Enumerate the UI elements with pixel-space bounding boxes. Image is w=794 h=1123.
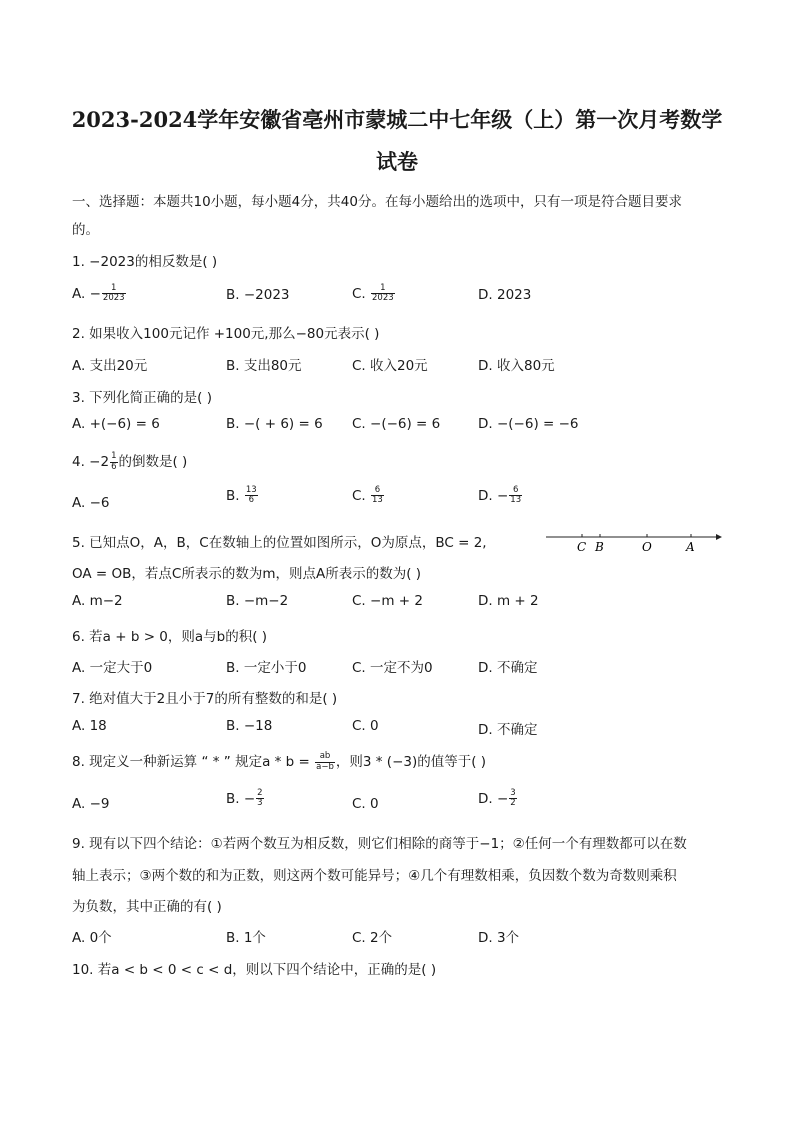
question-7-stem: 7. 绝对值大于2且小于7的所有整数的和是( ) bbox=[72, 691, 338, 707]
question-1-option-c bbox=[352, 284, 396, 304]
question-4-stem bbox=[72, 450, 187, 472]
option-label: B. − bbox=[226, 790, 256, 807]
question-1-option-b: B. −2023 bbox=[226, 287, 290, 303]
fraction bbox=[256, 789, 263, 809]
question-4-option-b bbox=[226, 486, 259, 506]
denominator: a−b bbox=[316, 761, 334, 772]
numerator: 2 bbox=[257, 788, 263, 798]
question-5-stem-line2: OA = OB，若点C所表示的数为m，则点A所表示的数为( ) bbox=[72, 566, 422, 582]
fraction bbox=[371, 486, 384, 506]
option-label: D. − bbox=[478, 487, 509, 504]
section-instructions-line2: 的。 bbox=[72, 222, 99, 238]
question-4-option-c bbox=[352, 486, 385, 506]
numerator: 1 bbox=[102, 284, 126, 294]
minus-sign: − bbox=[89, 285, 101, 302]
denominator: 2 bbox=[510, 798, 516, 809]
stem-prefix: 8. 现定义一种新运算 “ * ” 规定a * b = bbox=[72, 754, 315, 770]
question-9-option-d: D. 3个 bbox=[478, 930, 520, 946]
fraction bbox=[110, 452, 117, 472]
question-9-stem-line2: 轴上表示；③两个数的和为正数，则这两个数可能异号；④几个有理数相乘，负因数个数为奇数则乘积 bbox=[72, 868, 677, 884]
fraction bbox=[315, 752, 335, 772]
question-5-option-d: D. m + 2 bbox=[478, 593, 539, 609]
question-3-stem: 3. 下列化简正确的是( ) bbox=[72, 390, 212, 406]
denominator: 6 bbox=[248, 495, 254, 506]
question-4-option-d bbox=[478, 486, 523, 506]
stem-suffix: 的倒数是( ) bbox=[118, 454, 188, 470]
numerator: 6 bbox=[371, 486, 384, 496]
option-label: A. bbox=[72, 285, 90, 302]
question-10-stem: 10. 若a < b < 0 < c < d，则以下四个结论中，正确的是( ) bbox=[72, 962, 437, 978]
question-9-stem-line1: 9. 现有以下四个结论：①若两个数互为相反数，则它们相除的商等于−1；②任何一个有理数都可以在数 bbox=[72, 836, 687, 852]
number-line-figure bbox=[544, 531, 724, 555]
exam-title-line1: 2023-2024学年安徽省亳州市蒙城二中七年级（上）第一次月考数学 bbox=[71, 107, 723, 132]
number-line-arrow-icon bbox=[716, 534, 722, 540]
question-8-option-d bbox=[478, 789, 518, 809]
denominator: 2023 bbox=[372, 293, 394, 304]
question-2-option-d: D. 收入80元 bbox=[478, 358, 555, 374]
question-3-option-a: A. +(−6) = 6 bbox=[72, 416, 160, 432]
denominator: 3 bbox=[257, 798, 263, 809]
question-5-option-b: B. −m−2 bbox=[226, 593, 289, 609]
fraction bbox=[509, 789, 516, 809]
question-6-option-b: B. 一定小于0 bbox=[226, 660, 307, 676]
numerator: 1 bbox=[371, 284, 395, 294]
denominator: 2023 bbox=[102, 293, 125, 304]
stem-prefix: 4. −2 bbox=[72, 454, 110, 470]
point-label-c: C bbox=[577, 540, 587, 554]
question-5-stem-line1: 5. 已知点O，A，B，C在数轴上的位置如图所示，O为原点，BC = 2, bbox=[72, 535, 487, 551]
question-2-option-a: A. 支出20元 bbox=[72, 358, 148, 374]
question-6-stem: 6. 若a + b > 0，则a与b的积( ) bbox=[72, 629, 268, 645]
question-5-option-c: C. −m + 2 bbox=[352, 593, 423, 609]
numerator: 3 bbox=[510, 788, 516, 798]
question-3-option-d: D. −(−6) = −6 bbox=[478, 416, 579, 432]
stem-suffix: ，则3 * (−3)的值等于( ) bbox=[335, 754, 487, 770]
question-2-stem: 2. 如果收入100元记作 +100元,那么−80元表示( ) bbox=[72, 326, 380, 342]
question-2-option-c: C. 收入20元 bbox=[352, 358, 428, 374]
option-label: D. − bbox=[478, 790, 509, 807]
question-2-option-b: B. 支出80元 bbox=[226, 358, 302, 374]
point-label-a: A bbox=[686, 540, 695, 554]
question-7-option-d: D. 不确定 bbox=[478, 722, 538, 738]
denominator: 6 bbox=[111, 461, 117, 472]
question-8-stem bbox=[72, 750, 486, 772]
fraction bbox=[371, 284, 395, 304]
question-3-option-c: C. −(−6) = 6 bbox=[352, 416, 441, 432]
fraction bbox=[245, 486, 258, 506]
question-1-option-d: D. 2023 bbox=[478, 287, 532, 303]
option-label: B. bbox=[226, 487, 244, 504]
numerator: 6 bbox=[509, 486, 522, 496]
question-9-option-b: B. 1个 bbox=[226, 930, 266, 946]
question-7-option-b: B. −18 bbox=[226, 718, 273, 734]
denominator: 13 bbox=[372, 495, 383, 506]
section-instructions-line1: 一、选择题：本题共10小题，每小题4分，共40分。在每小题给出的选项中，只有一项是符合题目要求 bbox=[72, 194, 682, 210]
question-6-option-d: D. 不确定 bbox=[478, 660, 538, 676]
question-4-option-a: A. −6 bbox=[72, 495, 110, 511]
question-5-option-a: A. m−2 bbox=[72, 593, 123, 609]
question-9-stem-line3: 为负数，其中正确的有( ) bbox=[72, 899, 222, 915]
point-label-b: B bbox=[595, 540, 604, 554]
question-1-stem: 1. −2023的相反数是( ) bbox=[72, 254, 218, 270]
denominator: 13 bbox=[510, 495, 522, 506]
question-9-option-a: A. 0个 bbox=[72, 930, 112, 946]
question-7-option-c: C. 0 bbox=[352, 718, 379, 734]
question-3-option-b: B. −( + 6) = 6 bbox=[226, 416, 323, 432]
question-7-option-a: A. 18 bbox=[72, 718, 107, 734]
option-label: C. bbox=[352, 285, 371, 302]
option-label: C. bbox=[352, 487, 371, 504]
question-8-option-a: A. −9 bbox=[72, 796, 110, 812]
question-9-option-c: C. 2个 bbox=[352, 930, 393, 946]
question-1-option-a bbox=[72, 284, 127, 304]
question-8-option-c: C. 0 bbox=[352, 796, 379, 812]
exam-title-line2: 试卷 bbox=[376, 149, 418, 174]
fraction bbox=[102, 284, 126, 304]
question-8-option-b bbox=[226, 789, 265, 809]
numerator: 1 bbox=[111, 451, 117, 462]
question-6-option-c: C. 一定不为0 bbox=[352, 660, 433, 676]
numerator: 13 bbox=[245, 485, 257, 495]
question-6-option-a: A. 一定大于0 bbox=[72, 660, 153, 676]
numerator: ab bbox=[315, 752, 335, 762]
point-label-o: O bbox=[642, 540, 652, 554]
fraction bbox=[509, 486, 522, 506]
